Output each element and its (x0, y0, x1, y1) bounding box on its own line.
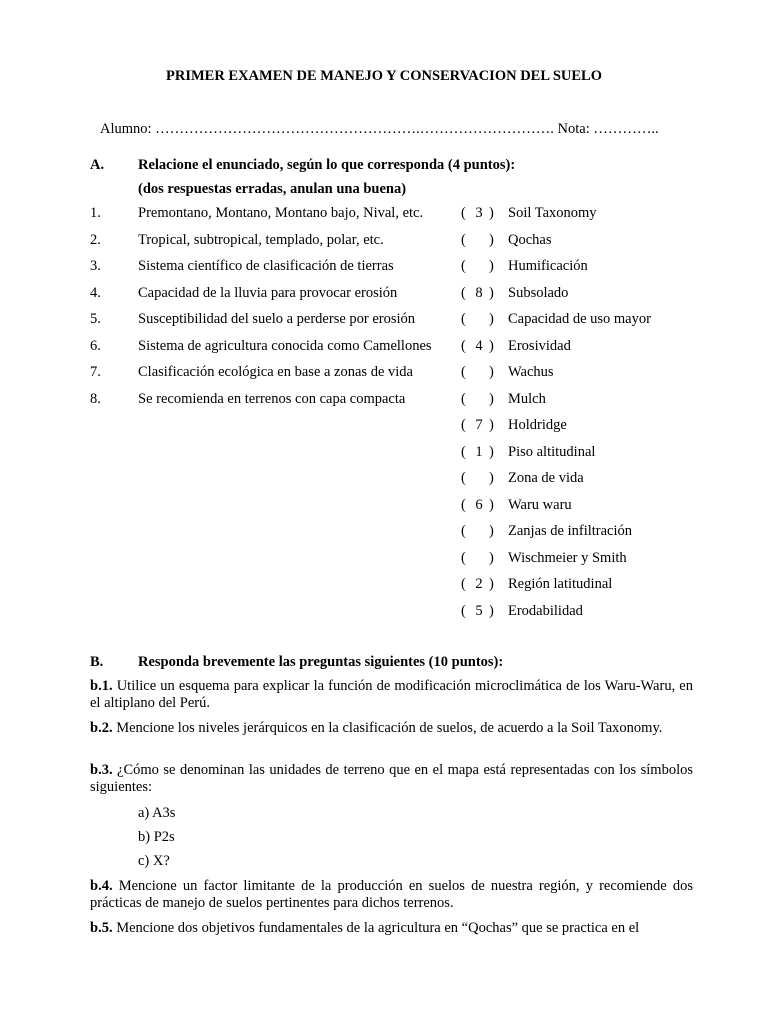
question-text: Mencione los niveles jerárquicos en la clasificación de suelos, de acuerdo a la Soil Taxonomy. (112, 720, 663, 736)
open-paren: ( (461, 231, 466, 248)
question-text: Mencione un factor limitante de la producción en suelos de nuestra región, y recomiende dos prácticas de manejo de suelos pertinentes para dichos terrenos. (90, 878, 693, 911)
match-label: Zona de vida (508, 470, 584, 486)
statement-number: 3. (90, 258, 101, 274)
answer-value: 5 (475, 602, 483, 619)
close-paren: ) (489, 417, 494, 433)
open-paren: ( (461, 364, 466, 380)
statement-text: Tropical, subtropical, templado, polar, etc. (138, 231, 384, 248)
open-paren: ( (461, 470, 466, 486)
open-paren: ( (461, 390, 466, 407)
answer-value: 3 (475, 205, 483, 221)
close-paren: ) (489, 231, 494, 248)
close-paren: ) (489, 496, 494, 513)
statement-text: Sistema de agricultura conocida como Camellones (138, 337, 432, 354)
statement-number: 7. (90, 364, 101, 380)
statement-number: 6. (90, 337, 101, 354)
close-paren: ) (489, 284, 494, 301)
statement-number: 5. (90, 311, 101, 327)
open-paren: ( (461, 576, 466, 592)
statement-number: 1. (90, 205, 101, 221)
close-paren: ) (489, 205, 494, 221)
answer-value: 6 (475, 496, 483, 513)
open-paren: ( (461, 417, 466, 433)
open-paren: ( (461, 443, 466, 460)
section-a-letter: A. (90, 157, 105, 173)
match-label: Wachus (508, 364, 554, 380)
open-paren: ( (461, 523, 466, 539)
answer-value: 7 (475, 417, 483, 433)
question-text: Mencione dos objetivos fundamentales de la agricultura en “Qochas” que se practica en el (112, 920, 640, 936)
question-b2 (90, 720, 693, 737)
open-paren: ( (461, 337, 466, 354)
match-label: Subsolado (508, 284, 569, 301)
statement-text: Premontano, Montano, Montano bajo, Nival, etc. (138, 205, 424, 221)
question-b1 (90, 678, 693, 712)
close-paren: ) (489, 443, 494, 460)
question-text: ¿Cómo se denominan las unidades de terreno que en el mapa está representadas con los símbolos siguientes: (90, 762, 693, 795)
open-paren: ( (461, 602, 466, 619)
match-label: Piso altitudinal (508, 443, 596, 460)
question-id: b.4. (90, 878, 113, 894)
close-paren: ) (489, 602, 494, 619)
statement-text: Clasificación ecológica en base a zonas de vida (138, 364, 413, 380)
open-paren: ( (461, 496, 466, 513)
close-paren: ) (489, 549, 494, 566)
open-paren: ( (461, 205, 466, 221)
close-paren: ) (489, 523, 494, 539)
section-b-instruction: Responda brevemente las preguntas siguientes (10 puntos): (138, 654, 504, 670)
answer-value: 2 (475, 576, 483, 592)
match-label: Mulch (508, 390, 546, 407)
close-paren: ) (489, 258, 494, 274)
b3-option-b: b) P2s (138, 829, 175, 845)
statement-number: 4. (90, 284, 101, 301)
student-name-grade-line: Alumno: ……………………………………………….………………………. Nota: ………….. (100, 121, 659, 137)
question-b4 (90, 878, 693, 912)
statement-number: 2. (90, 231, 101, 248)
open-paren: ( (461, 258, 466, 274)
statement-number: 8. (90, 390, 101, 407)
match-label: Wischmeier y Smith (508, 549, 627, 566)
answer-value: 8 (475, 284, 483, 301)
b3-option-c: c) X? (138, 853, 170, 869)
match-label: Erosividad (508, 337, 571, 354)
question-text: Utilice un esquema para explicar la función de modificación microclimática de los Waru-Waru, en el altiplano del Perú. (90, 678, 693, 711)
open-paren: ( (461, 549, 466, 566)
close-paren: ) (489, 311, 494, 327)
match-label: Qochas (508, 231, 552, 248)
match-label: Capacidad de uso mayor (508, 311, 651, 327)
match-label: Humificación (508, 258, 588, 274)
statement-text: Capacidad de la lluvia para provocar erosión (138, 284, 398, 301)
close-paren: ) (489, 576, 494, 592)
close-paren: ) (489, 364, 494, 380)
exam-title: PRIMER EXAMEN DE MANEJO Y CONSERVACION DEL SUELO (165, 68, 602, 84)
match-label: Zanjas de infiltración (508, 523, 633, 539)
section-a-note: (dos respuestas erradas, anulan una buena) (138, 181, 407, 197)
section-b-letter: B. (90, 654, 104, 670)
question-id: b.1. (90, 678, 113, 694)
open-paren: ( (461, 284, 466, 301)
close-paren: ) (489, 337, 494, 354)
match-label: Holdridge (508, 417, 567, 433)
question-id: b.2. (90, 720, 113, 736)
statement-text: Sistema científico de clasificación de tierras (138, 258, 394, 274)
close-paren: ) (489, 470, 494, 486)
match-label: Waru waru (508, 496, 572, 513)
statement-text: Se recomienda en terrenos con capa compacta (138, 390, 406, 407)
match-label: Erodabilidad (508, 602, 583, 619)
question-b5 (90, 920, 693, 937)
question-id: b.3. (90, 762, 113, 778)
open-paren: ( (461, 311, 466, 327)
close-paren: ) (489, 390, 494, 407)
section-a-instruction: Relacione el enunciado, según lo que corresponda (4 puntos): (138, 157, 516, 173)
answer-value: 1 (475, 443, 483, 460)
answer-value: 4 (475, 337, 483, 354)
statement-text: Susceptibilidad del suelo a perderse por erosión (138, 311, 416, 327)
question-b3 (90, 762, 693, 796)
b3-option-a: a) A3s (138, 805, 176, 821)
match-label: Región latitudinal (508, 576, 613, 592)
question-id: b.5. (90, 920, 113, 936)
match-label: Soil Taxonomy (508, 205, 597, 221)
